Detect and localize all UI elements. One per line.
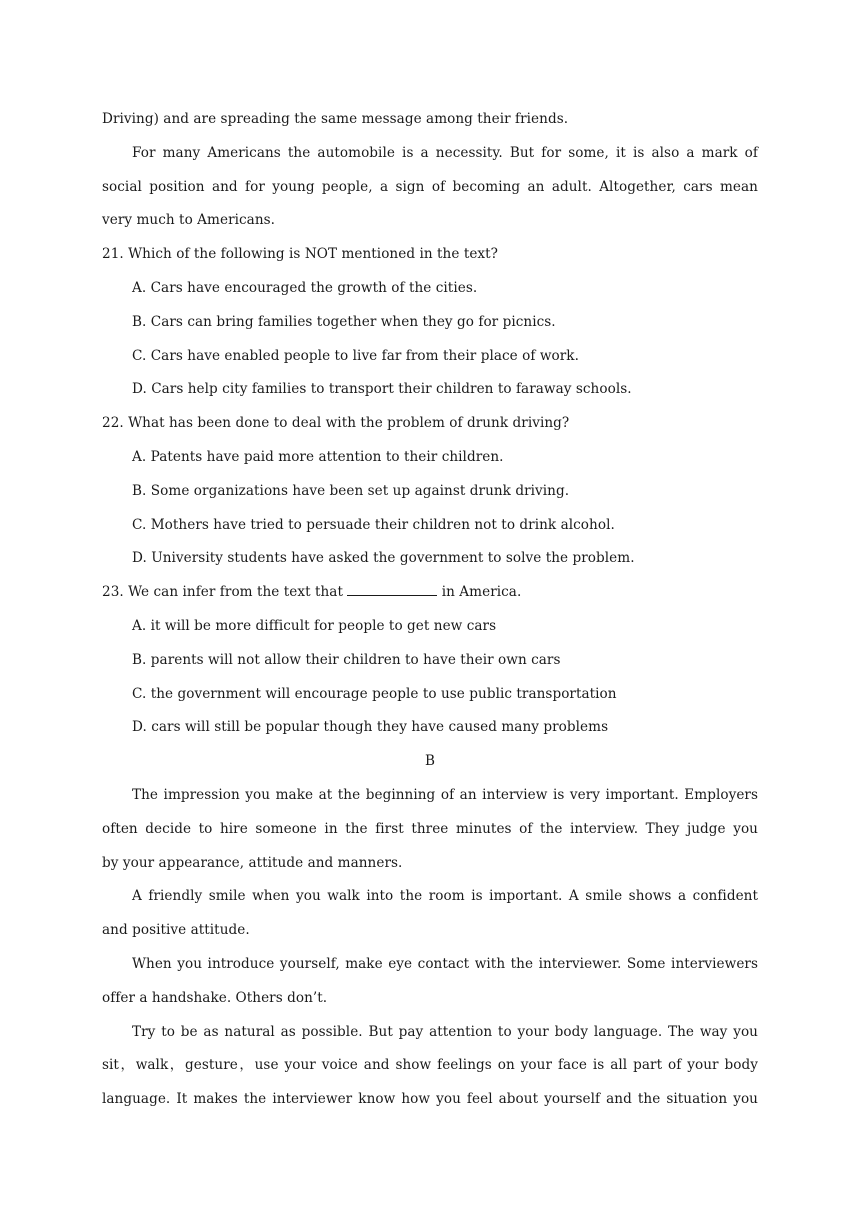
question-stem: 21. Which of the following is NOT mentioned in the text? — [102, 246, 498, 263]
question-option: B. Some organizations have been set up against drunk driving. — [132, 482, 570, 499]
passage-line: often decide to hire someone in the first three minutes of the interview. They judge you — [102, 820, 758, 837]
document-page — [102, 103, 758, 1117]
passage-line: offer a handshake. Others don’t. — [102, 989, 328, 1006]
passage-line: When you introduce yourself, make eye contact with the interviewer. Some interviewers — [132, 955, 758, 972]
question-stem: 22. What has been done to deal with the problem of drunk driving? — [102, 415, 570, 432]
question-stem-end: in America. — [441, 584, 522, 601]
passage-line: Try to be as natural as possible. But pay attention to your body language. The way you — [132, 1023, 758, 1040]
passage-line: The impression you make at the beginning of an interview is very important. Employers — [132, 786, 758, 803]
question-option: D. University students have asked the government to solve the problem. — [132, 550, 635, 567]
passage-line: A friendly smile when you walk into the room is important. A smile shows a confident — [132, 888, 758, 905]
question-stem-start: 23. We can infer from the text that — [102, 584, 343, 601]
question-option: C. Mothers have tried to persuade their children not to drink alcohol. — [132, 516, 615, 533]
passage-line: and positive attitude. — [102, 922, 250, 939]
question-stem — [102, 576, 758, 610]
passage-line: by your appearance, attitude and manners. — [102, 854, 403, 871]
passage-line: sit，walk，gesture，use your voice and show feelings on your face is all part of your body — [102, 1057, 758, 1074]
passage-line: language. It makes the interviewer know how you feel about yourself and the situation you — [102, 1091, 758, 1108]
question-option: C. the government will encourage people to use public transportation — [132, 685, 617, 702]
passage-line: Driving) and are spreading the same message among their friends. — [102, 111, 569, 127]
question-option: A. Cars have encouraged the growth of the cities. — [132, 279, 478, 296]
question-option: A. Patents have paid more attention to their children. — [132, 448, 504, 465]
section-heading: B — [424, 753, 436, 770]
question-option: D. Cars help city families to transport their children to faraway schools. — [132, 381, 632, 398]
passage-line: For many Americans the automobile is a necessity. But for some, it is also a mark of — [132, 144, 758, 161]
question-option: D. cars will still be popular though they have caused many problems — [132, 719, 609, 736]
question-option: A. it will be more difficult for people to get new cars — [132, 617, 497, 634]
passage-line: social position and for young people, a sign of becoming an adult. Altogether, cars mean — [102, 178, 758, 195]
question-option: C. Cars have enabled people to live far from their place of work. — [132, 347, 579, 364]
answer-blank — [347, 581, 437, 596]
question-option: B. Cars can bring families together when they go for picnics. — [132, 313, 556, 330]
question-option: B. parents will not allow their children to have their own cars — [132, 651, 561, 668]
passage-line: very much to Americans. — [102, 212, 276, 229]
